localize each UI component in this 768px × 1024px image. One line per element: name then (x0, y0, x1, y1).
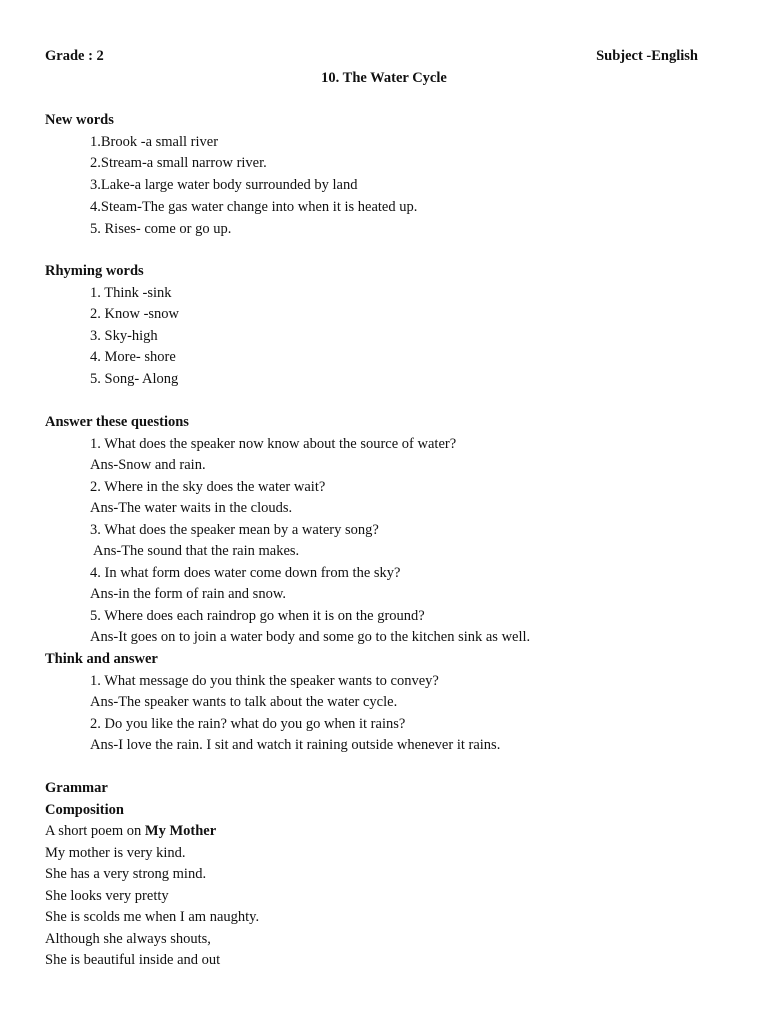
new-word-item: 1.Brook -a small river (90, 134, 219, 150)
poem-line: Although she always shouts, (45, 931, 211, 947)
answer-text: Ans-It goes on to join a water body and some go to the kitchen sink as well. (90, 629, 531, 645)
answer-text: Ans-Snow and rain. (90, 457, 206, 473)
new-words-heading: New words (45, 112, 114, 128)
new-word-item: 5. Rises- come or go up. (90, 221, 232, 237)
answer-text: Ans-I love the rain. I sit and watch it raining outside whenever it rains. (90, 737, 501, 753)
poem-line: She has a very strong mind. (45, 866, 207, 882)
answer-text: Ans-The water waits in the clouds. (90, 500, 293, 516)
grade-label: Grade : 2 (45, 48, 104, 64)
question-text: 4. In what form does water come down from the sky? (90, 565, 401, 581)
answer-text: Ans-in the form of rain and snow. (90, 586, 286, 602)
answer-text: Ans-The speaker wants to talk about the water cycle. (90, 694, 398, 710)
question-text: 1. What message do you think the speaker wants to convey? (90, 673, 439, 689)
rhyming-word-item: 5. Song- Along (90, 371, 179, 387)
poem-title: My Mother (144, 823, 217, 839)
poem-intro-prefix: A short poem on (45, 823, 145, 839)
rhyming-word-item: 1. Think -sink (90, 285, 172, 301)
poem-line: My mother is very kind. (45, 845, 186, 861)
poem-intro (45, 824, 216, 839)
new-word-item: 3.Lake-a large water body surrounded by land (90, 177, 358, 193)
question-text: 2. Where in the sky does the water wait? (90, 479, 326, 495)
poem-line: She is beautiful inside and out (45, 952, 221, 968)
rhyming-word-item: 4. More- shore (90, 349, 176, 365)
question-text: 5. Where does each raindrop go when it is on the ground? (90, 608, 425, 624)
answer-questions-heading: Answer these questions (45, 414, 189, 430)
grammar-heading: Grammar (45, 780, 108, 796)
poem-line: She is scolds me when I am naughty. (45, 909, 260, 925)
poem-line: She looks very pretty (45, 888, 169, 904)
question-text: 2. Do you like the rain? what do you go when it rains? (90, 716, 406, 732)
composition-heading: Composition (45, 802, 124, 818)
new-word-item: 2.Stream-a small narrow river. (90, 155, 267, 171)
new-word-item: 4.Steam-The gas water change into when it is heated up. (90, 199, 418, 215)
rhyming-words-heading: Rhyming words (45, 263, 144, 279)
think-answer-heading: Think and answer (45, 651, 158, 667)
subject-label: Subject -English (596, 48, 698, 64)
document-title: 10. The Water Cycle (321, 70, 447, 86)
answer-text: Ans-The sound that the rain makes. (93, 543, 300, 559)
question-text: 3. What does the speaker mean by a watery song? (90, 522, 379, 538)
rhyming-word-item: 2. Know -snow (90, 306, 180, 322)
question-text: 1. What does the speaker now know about the source of water? (90, 436, 457, 452)
rhyming-word-item: 3. Sky-high (90, 328, 158, 344)
